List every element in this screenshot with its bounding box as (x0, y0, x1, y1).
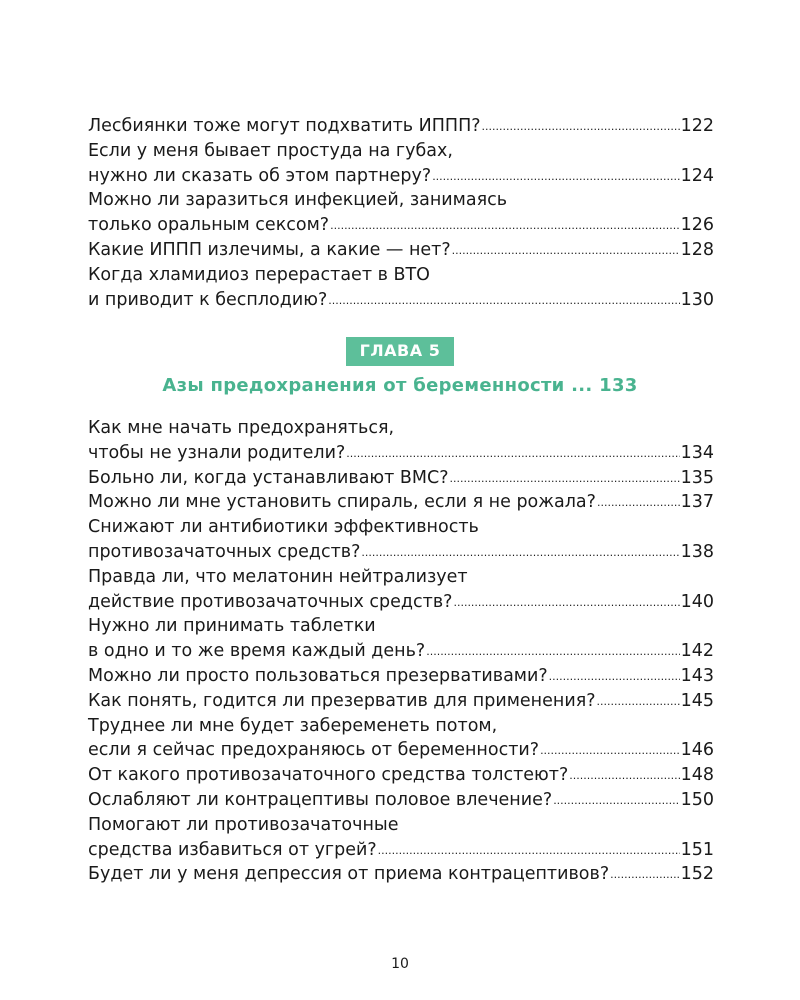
toc-entry (88, 238, 714, 263)
toc-entry-line (88, 565, 714, 590)
toc-entry-title: Ослабляют ли контрацептивы половое влечение? (88, 789, 553, 810)
toc-entry-line (88, 738, 714, 763)
toc-entry-line (88, 213, 714, 238)
toc-page-number: 150 (680, 789, 714, 810)
toc-entry (88, 689, 714, 714)
toc-page-number: 126 (680, 215, 714, 236)
toc-entry-line (88, 862, 714, 887)
toc-page-number: 122 (680, 116, 714, 136)
toc-dot-leader (328, 289, 679, 314)
toc-entry-title: и приводит к бесплодию? (88, 289, 328, 310)
toc-dot-leader (540, 739, 680, 764)
toc-entry-line (88, 441, 714, 466)
toc-page-number: 135 (680, 467, 714, 488)
toc-entry (88, 263, 714, 313)
toc-entry-line (88, 813, 714, 838)
toc-page-number: 138 (680, 541, 714, 562)
toc-entry-line (88, 540, 714, 565)
toc-entry-title: Лесбиянки тоже могут подхватить ИППП? (88, 116, 481, 136)
toc-dot-leader (597, 491, 680, 516)
toc-entry-line (88, 139, 714, 164)
toc-list-bottom (88, 416, 714, 887)
toc-entry-title: Можно ли мне установить спираль, если я не рожала? (88, 492, 596, 513)
toc-entry (88, 490, 714, 515)
toc-page-number: 151 (680, 839, 714, 860)
toc-list-top (88, 114, 714, 312)
toc-entry (88, 813, 714, 863)
toc-entry (88, 139, 714, 189)
toc-dot-leader (330, 214, 680, 239)
toc-entry (88, 614, 714, 664)
toc-entry-title: Какие ИППП излечимы, а какие — нет? (88, 239, 451, 260)
toc-entry-title: Можно ли заразиться инфекцией, занимаясь (88, 190, 508, 211)
toc-entry-title: Можно ли просто пользоваться презервативами? (88, 665, 548, 686)
toc-page-number: 142 (680, 641, 714, 662)
toc-entry-line (88, 689, 714, 714)
toc-page-number: 128 (680, 239, 714, 260)
toc-page-number: 134 (680, 442, 714, 463)
toc-page-number: 148 (680, 765, 714, 786)
toc-dot-leader (378, 839, 680, 864)
toc-dot-leader (450, 467, 680, 492)
toc-entry-title: в одно и то же время каждый день? (88, 641, 426, 662)
toc-page-number: 152 (680, 864, 714, 885)
toc-entry (88, 714, 714, 764)
toc-page-number: 143 (680, 665, 714, 686)
toc-dot-leader (346, 442, 679, 467)
toc-entry-line (88, 664, 714, 689)
toc-dot-leader (569, 764, 679, 789)
toc-entry-line (88, 188, 714, 213)
toc-entry-title: чтобы не узнали родители? (88, 442, 346, 463)
toc-entry (88, 862, 714, 887)
toc-entry-line (88, 490, 714, 515)
chapter-badge: ГЛАВА 5 (346, 337, 455, 366)
toc-dot-leader (452, 239, 680, 264)
toc-page-number: 124 (680, 165, 714, 186)
toc-entry-title: От какого противозачаточного средства толстеют? (88, 765, 569, 786)
toc-entry-title: если я сейчас предохраняюсь от беременности? (88, 740, 540, 761)
toc-entry-line (88, 590, 714, 615)
toc-dot-leader (549, 665, 680, 690)
toc-dot-leader (426, 640, 679, 665)
toc-entry-line (88, 515, 714, 540)
toc-entry (88, 565, 714, 615)
toc-page-number: 146 (680, 740, 714, 761)
toc-entry-title: Снижают ли антибиотики эффективность (88, 517, 479, 538)
toc-entry-line (88, 164, 714, 189)
toc-entry-line (88, 788, 714, 813)
toc-entry-line (88, 838, 714, 863)
toc-entry (88, 763, 714, 788)
toc-entry-title: Правда ли, что мелатонин нейтрализует (88, 566, 468, 587)
toc-entry (88, 416, 714, 466)
chapter-heading (0, 337, 800, 400)
toc-entry-title: только оральным сексом? (88, 215, 330, 236)
toc-entry (88, 515, 714, 565)
toc-entry-title: Как мне начать предохраняться, (88, 418, 395, 438)
toc-entry-line (88, 416, 714, 441)
toc-entry-line (88, 714, 714, 739)
toc-entry-title: Нужно ли принимать таблетки (88, 616, 376, 637)
toc-entry-title: Когда хламидиоз перерастает в ВТО (88, 264, 430, 285)
toc-entry-title: действие противозачаточных средств? (88, 591, 453, 612)
toc-entry (88, 114, 714, 139)
toc-entry-title: Как понять, годится ли презерватив для применения? (88, 690, 596, 711)
toc-entry-title: Будет ли у меня депрессия от приема контрацептивов? (88, 864, 610, 885)
toc-page-number: 130 (680, 289, 714, 310)
toc-entry-line (88, 466, 714, 491)
toc-entry (88, 788, 714, 813)
page-number: 10 (391, 956, 409, 972)
toc-entry-line (88, 763, 714, 788)
toc-dot-leader (432, 165, 679, 190)
toc-dot-leader (482, 115, 680, 140)
toc-page-number: 137 (680, 492, 714, 513)
toc-entry (88, 188, 714, 238)
toc-dot-leader (610, 863, 679, 888)
toc-page-number: 140 (680, 591, 714, 612)
toc-entry-line (88, 263, 714, 288)
toc-dot-leader (361, 541, 679, 566)
toc-dot-leader (453, 591, 679, 616)
toc-entry-title: средства избавиться от угрей? (88, 839, 377, 860)
toc-entry (88, 466, 714, 491)
toc-dot-leader (553, 789, 679, 814)
toc-entry-line (88, 238, 714, 263)
toc-page-number: 145 (680, 690, 714, 711)
toc-entry-title: Помогают ли противозачаточные (88, 814, 399, 835)
toc-entry-title: Больно ли, когда устанавливают ВМС? (88, 467, 449, 488)
toc-entry-title: нужно ли сказать об этом партнеру? (88, 165, 432, 186)
toc-entry-title: противозачаточных средств? (88, 541, 361, 562)
toc-entry-line (88, 114, 714, 139)
toc-entry-title: Если у меня бывает простуда на губах, (88, 140, 453, 161)
toc-entry-line (88, 614, 714, 639)
toc-entry-line (88, 288, 714, 313)
toc-entry (88, 664, 714, 689)
toc-entry-line (88, 639, 714, 664)
toc-dot-leader (597, 690, 680, 715)
toc-entry-title: Труднее ли мне будет забеременеть потом, (88, 715, 498, 736)
chapter-title: Азы предохранения от беременности ... 133 (162, 375, 638, 396)
